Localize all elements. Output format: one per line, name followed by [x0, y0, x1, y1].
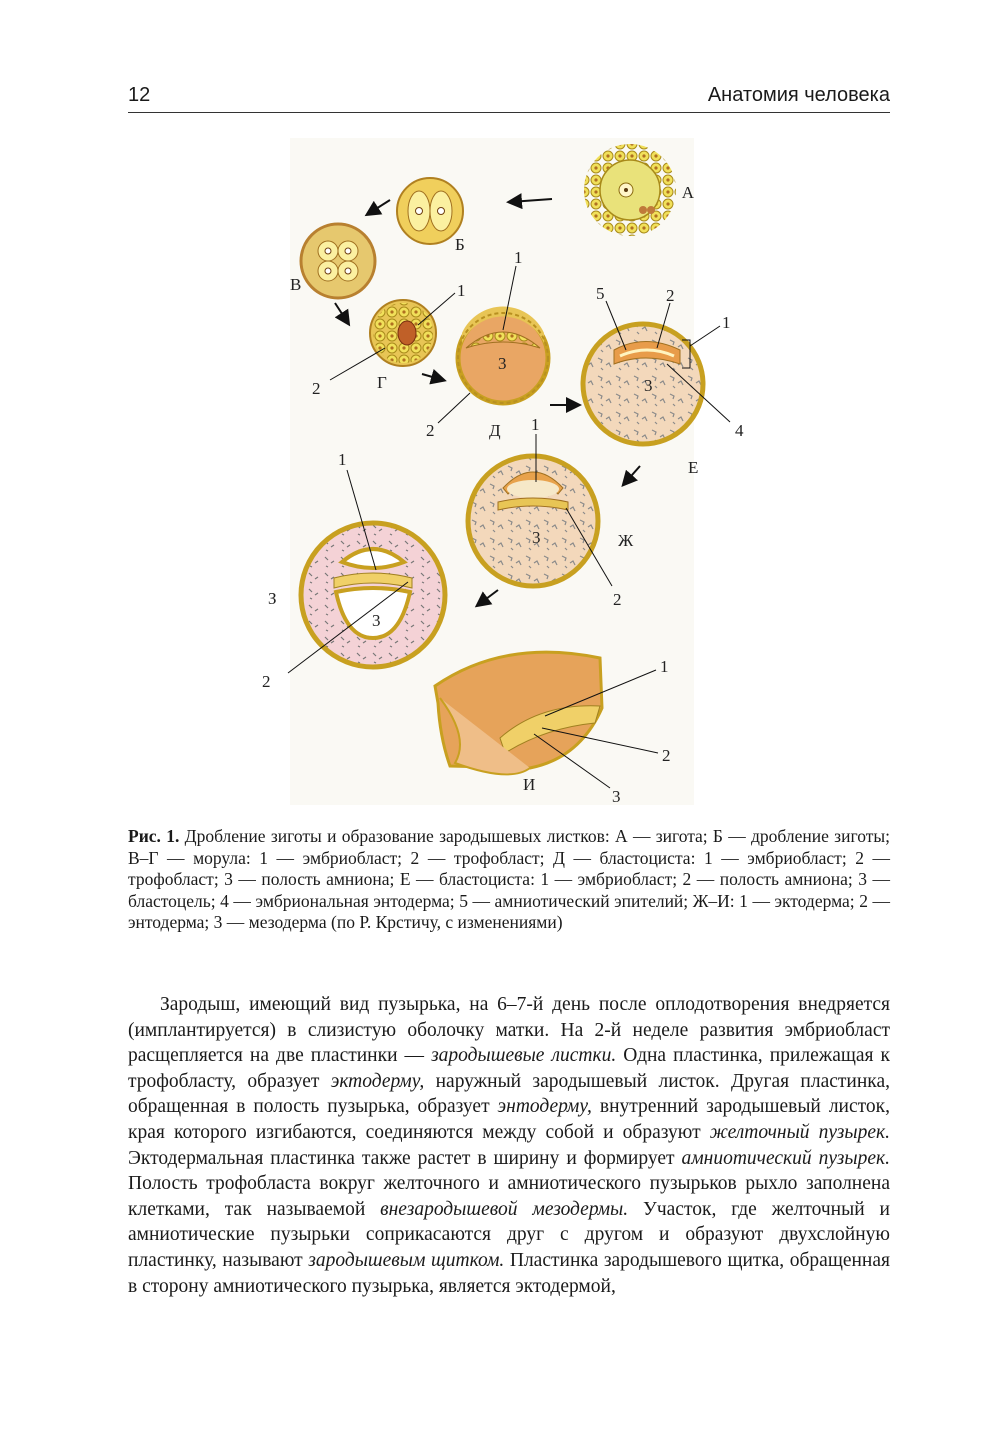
emphasis: эктодерму, — [330, 1070, 425, 1092]
running-title: Анатомия человека — [707, 84, 890, 106]
leader-d2 — [438, 393, 470, 423]
label-zh-1: 1 — [531, 415, 540, 434]
page-number: 12 — [128, 84, 151, 106]
stage-z-trilaminar — [301, 523, 445, 667]
text-span: Эктодермальная пластинка также растет в ширину и формирует — [128, 1147, 682, 1169]
stage-g-morula — [370, 300, 436, 366]
caption-lead: Рис. 1. — [128, 826, 180, 846]
stage-zh-bilaminar — [468, 456, 598, 586]
stage-a-zygote — [584, 144, 676, 236]
text-span: Пластинка зародышевого щитка, обращенная в сторону амниотического пузырька, является эктодермой, — [128, 1249, 890, 1297]
text-span: наружный зародышевый листок. Другая пластинка, обращенная в полость пузырька, образует — [128, 1070, 891, 1118]
text-span: Участок, где желточный и амниотические пузырьки соприкасаются друг с другом и образуют двухслойную пластинку, называют — [128, 1198, 890, 1271]
label-g: Г — [377, 373, 387, 392]
emphasis: зародышевым щитком. — [308, 1249, 505, 1271]
page-header — [128, 82, 890, 113]
arrow-zh-z — [478, 590, 498, 605]
arrow-b-v — [368, 200, 390, 214]
emphasis: внезародышевой мезодермы. — [380, 1198, 629, 1220]
label-z-2: 2 — [262, 672, 271, 691]
figure-embryo-development — [262, 138, 744, 806]
label-e-4: 4 — [735, 421, 744, 440]
arrow-e-zh — [624, 466, 640, 484]
body-text — [128, 992, 890, 1299]
label-a: А — [681, 183, 694, 202]
label-zh-3: 3 — [532, 528, 541, 547]
label-d-1: 1 — [514, 248, 523, 267]
arrow-v-g — [335, 303, 348, 323]
leader-e1 — [690, 326, 720, 346]
figure-illustration — [262, 138, 744, 806]
label-e-5: 5 — [596, 284, 605, 303]
label-e-1: 1 — [722, 313, 731, 332]
label-e-2: 2 — [666, 286, 675, 305]
caption-text: Дробление зиготы и образование зародышевых листков: А — зиготa; Б — дробление зиготы; В–Г — морула: 1 — эмбриобласт; 2 — трофобласт; Д — бластоциста: 1 — эмбриобласт; 2 — трофобласт; 3 — полость амниона; Е — бластоциста: 1 — эмбриобласт; 2 — полость амниона; 3 — бластоцель; 4 — эмбриональная энтодерма; 5 — амниотический эпителий; Ж–И: 1 — эктодерма; 2 — энтодерма; 3 — мезодерма (по Р. Крстичу, с изменениями) — [128, 826, 890, 932]
label-g-1: 1 — [457, 281, 466, 300]
stage-i-embryonic-disc — [435, 652, 602, 774]
figure-caption — [128, 826, 890, 934]
text-span: Одна пластинка, прилежащая к трофобласту, образует — [128, 1045, 890, 1092]
label-z-1: 1 — [338, 450, 347, 469]
text-span: Зародыш, имеющий вид пузырька, на 6–7-й день после оплодотворения внедряется (имплантируется) в слизистую оболочку матки. На 2-й неделе развития эмбриобласт расщепляется на две пластинки — — [128, 994, 890, 1067]
label-v: В — [290, 275, 302, 294]
label-i: И — [523, 775, 536, 794]
stage-v-four-cell — [301, 224, 375, 298]
label-g-2: 2 — [312, 379, 321, 398]
label-z: З — [268, 589, 277, 608]
label-i-2: 2 — [662, 746, 671, 765]
label-z-3: 3 — [372, 611, 381, 630]
emphasis: амниотический пузырек. — [681, 1147, 890, 1169]
text-span: Полость трофобласта вокруг желточного и амниотического пузырьков рыхло заполнена клетками, так называемой — [128, 1173, 890, 1220]
paragraph — [128, 992, 890, 1299]
label-e: Е — [688, 458, 699, 477]
emphasis: зародышевые листки. — [431, 1045, 617, 1067]
label-i-1: 1 — [660, 657, 669, 676]
arrow-a-b — [510, 199, 552, 202]
label-zh: Ж — [618, 531, 634, 550]
label-i-3: 3 — [612, 787, 621, 806]
emphasis: энтодерму, — [497, 1096, 592, 1118]
label-d: Д — [489, 421, 501, 440]
stage-e-blastocyst — [583, 324, 703, 444]
label-d-2: 2 — [426, 421, 435, 440]
label-b: Б — [455, 235, 465, 254]
stage-b-two-cell — [397, 178, 463, 244]
label-d-3: 3 — [498, 354, 507, 373]
emphasis: желточный пузырек. — [709, 1121, 891, 1143]
text-span: внутренний зародышевый листок, края которого изгибаются, соединяются между собой и образуют — [128, 1096, 891, 1143]
label-zh-2: 2 — [613, 590, 622, 609]
label-e-3: 3 — [644, 376, 653, 395]
arrow-g-d — [422, 374, 443, 380]
